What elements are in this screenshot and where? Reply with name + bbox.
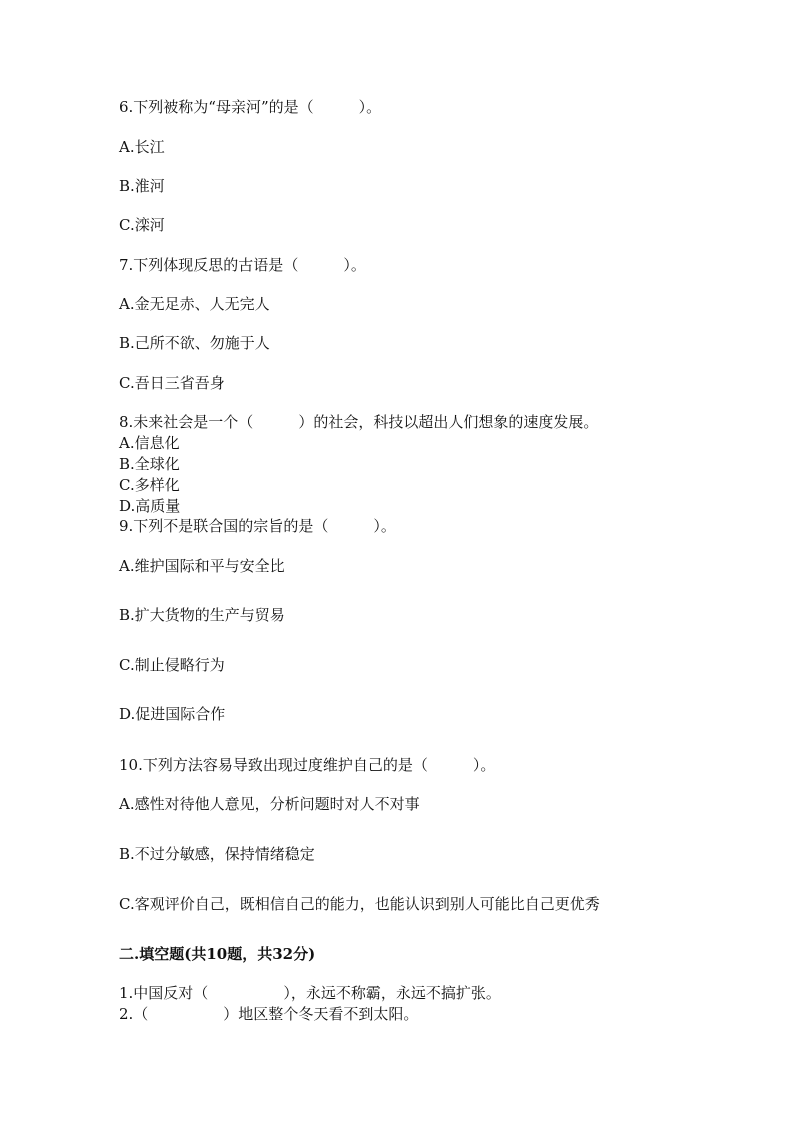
question-10-option-c: C.客观评价自己，既相信自己的能力，也能认识到别人可能比自己更优秀 xyxy=(119,895,600,913)
question-6-option-c: C.滦河 xyxy=(119,216,165,234)
question-6-option-b: B.淮河 xyxy=(119,177,165,195)
question-8-option-c: C.多样化 xyxy=(119,476,180,494)
question-9-option-b: B.扩大货物的生产与贸易 xyxy=(119,606,285,624)
section-2-title: 二.填空题(共10题，共32分) xyxy=(119,945,316,963)
question-9-option-a: A.维护国际和平与安全比 xyxy=(119,557,285,575)
question-7-option-c: C.吾日三省吾身 xyxy=(119,374,225,392)
question-6-stem: 6.下列被称为“母亲河”的是（ ）。 xyxy=(119,98,382,116)
fill-blank-item-1: 1.中国反对（ ），永远不称霸，永远不搞扩张。 xyxy=(119,984,501,1002)
question-8-option-a: A.信息化 xyxy=(119,434,180,452)
question-7-option-b: B.己所不欲、勿施于人 xyxy=(119,334,270,352)
fill-blank-item-2: 2.（ ）地区整个冬天看不到太阳。 xyxy=(119,1005,419,1023)
question-10-option-a: A.感性对待他人意见，分析问题时对人不对事 xyxy=(119,795,420,813)
question-9-stem: 9.下列不是联合国的宗旨的是（ ）。 xyxy=(119,517,396,535)
question-9-option-d: D.促进国际合作 xyxy=(119,705,226,723)
question-8-option-b: B.全球化 xyxy=(119,455,180,473)
question-9-option-c: C.制止侵略行为 xyxy=(119,656,225,674)
question-6-option-a: A.长江 xyxy=(119,138,165,156)
question-7-stem: 7.下列体现反思的古语是（ ）。 xyxy=(119,256,366,274)
question-10-option-b: B.不过分敏感，保持情绪稳定 xyxy=(119,845,315,863)
question-7-option-a: A.金无足赤、人无完人 xyxy=(119,295,270,313)
question-10-stem: 10.下列方法容易导致出现过度维护自己的是（ ）。 xyxy=(119,756,496,774)
question-8-option-d: D.高质量 xyxy=(119,497,181,515)
question-8-stem: 8.未来社会是一个（ ）的社会，科技以超出人们想象的速度发展。 xyxy=(119,413,599,431)
